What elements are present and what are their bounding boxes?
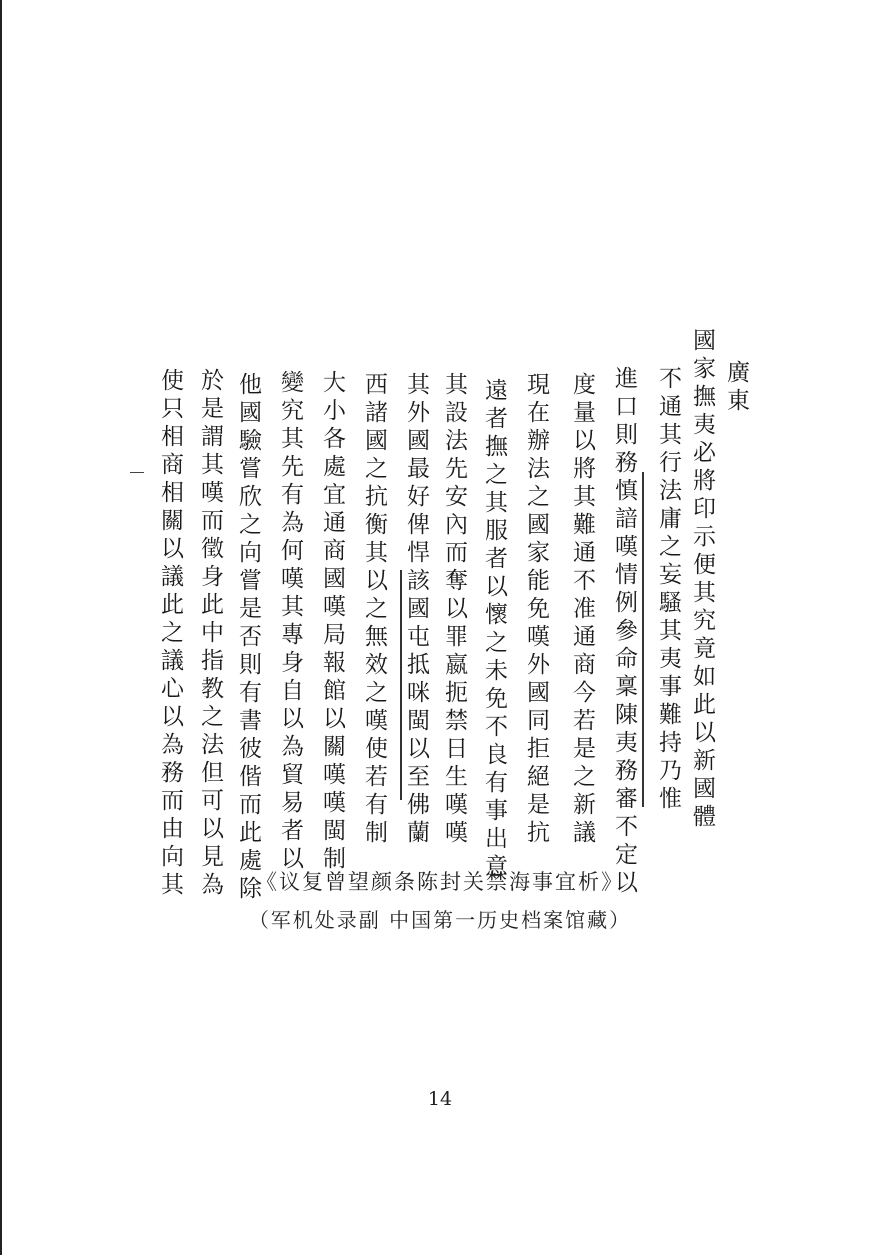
manuscript-line: 遠者撫之其服者以懷之未免不良有事出意: [481, 378, 507, 882]
margin-tick: [130, 472, 144, 473]
manuscript-line: 其外國最好俾悍該國屯抵咪閩以至佛蘭: [403, 372, 429, 848]
manuscript-line: 他國驗嘗欣之向嘗是否則有書彼偕而此處除: [235, 372, 261, 904]
manuscript-line: 不通其行法庸之妄騷其夷事難持乃惟: [655, 366, 681, 814]
column-rule: [642, 472, 644, 807]
manuscript-line: 其設法先安內而奪以罪嬴扼禁日生嘆嘆: [441, 372, 467, 848]
page-edge: [0, 0, 2, 1255]
manuscript-line: 現在辦法之國家能免嘆外國同拒絕是抗: [523, 372, 549, 848]
caption-source: （军机处录副 中国第一历史档案馆藏）: [248, 908, 632, 932]
manuscript-line: 大小各處宜通商國嘆局報館以關嘆嘆閩制: [319, 370, 345, 874]
page-number: 14: [427, 1088, 453, 1110]
manuscript-line: 使只相商相關以議此之議心以為務而由向其: [157, 368, 183, 900]
manuscript-line: 度量以將其難通不准通商今若是之新議: [569, 372, 595, 848]
manuscript-line: 進口則務慎諳嘆情例參命稟陳夷務審不定以: [611, 366, 637, 898]
manuscript-line: 於是謂其嘆而徵身此中指教之法但可以見為: [197, 368, 223, 900]
manuscript-line: 變究其先有為何嘆其專身自以為貿易者以: [277, 370, 303, 874]
manuscript-line: 國家撫夷必將印示便其究竟如此以新國體: [689, 328, 715, 832]
caption-title: 《议复曾望颜条陈封关禁海事宜析》: [256, 870, 624, 894]
manuscript-line: 西諸國之抗衡其以之無效之嘆使若有制: [361, 372, 387, 848]
column-rule: [400, 570, 402, 800]
manuscript-line: 廣東: [723, 360, 749, 416]
